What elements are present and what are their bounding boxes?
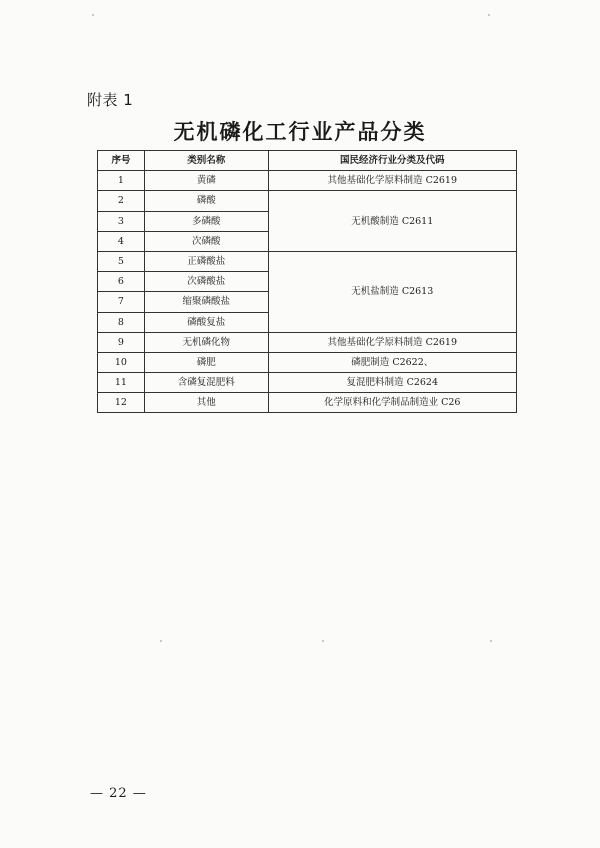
industry-code: 化学原料和化学制品制造业 C26 bbox=[268, 393, 516, 413]
table-row bbox=[98, 171, 517, 191]
industry-code: 其他基础化学原料制造 C2619 bbox=[268, 332, 516, 352]
industry-code: 复混肥料制造 C2624 bbox=[268, 373, 516, 393]
category-name: 无机磷化物 bbox=[144, 332, 268, 352]
table-row bbox=[98, 393, 517, 413]
scan-speck bbox=[92, 14, 94, 16]
industry-code: 无机盐制造 C2613 bbox=[268, 251, 516, 332]
table-row bbox=[98, 191, 517, 211]
row-number: 3 bbox=[98, 211, 145, 231]
annex-label: 附表 1 bbox=[87, 91, 134, 109]
category-name: 其他 bbox=[144, 393, 268, 413]
row-number: 12 bbox=[98, 393, 145, 413]
category-name: 磷酸复盐 bbox=[144, 312, 268, 332]
industry-code: 无机酸制造 C2611 bbox=[268, 191, 516, 252]
row-number: 1 bbox=[98, 171, 145, 191]
scan-speck bbox=[490, 640, 492, 642]
page-number: — 22 — bbox=[90, 786, 147, 801]
category-name: 缩聚磷酸盐 bbox=[144, 292, 268, 312]
column-header-industry-code: 国民经济行业分类及代码 bbox=[268, 151, 516, 171]
scan-speck bbox=[322, 640, 324, 642]
row-number: 11 bbox=[98, 373, 145, 393]
category-name: 多磷酸 bbox=[144, 211, 268, 231]
row-number: 9 bbox=[98, 332, 145, 352]
product-classification-table bbox=[97, 150, 517, 413]
category-name: 黄磷 bbox=[144, 171, 268, 191]
row-number: 2 bbox=[98, 191, 145, 211]
category-name: 正磷酸盐 bbox=[144, 251, 268, 271]
category-name: 次磷酸盐 bbox=[144, 272, 268, 292]
row-number: 8 bbox=[98, 312, 145, 332]
column-header-category: 类别名称 bbox=[144, 151, 268, 171]
category-name: 磷肥 bbox=[144, 352, 268, 372]
row-number: 10 bbox=[98, 352, 145, 372]
table-row bbox=[98, 332, 517, 352]
category-name: 含磷复混肥料 bbox=[144, 373, 268, 393]
category-name: 次磷酸 bbox=[144, 231, 268, 251]
table-row bbox=[98, 352, 517, 372]
row-number: 6 bbox=[98, 272, 145, 292]
scan-speck bbox=[488, 14, 490, 16]
column-header-number: 序号 bbox=[98, 151, 145, 171]
page-title: 无机磷化工行业产品分类 bbox=[173, 119, 427, 144]
industry-code: 其他基础化学原料制造 C2619 bbox=[268, 171, 516, 191]
industry-code: 磷肥制造 C2622、 bbox=[268, 352, 516, 372]
category-name: 磷酸 bbox=[144, 191, 268, 211]
scan-speck bbox=[160, 640, 162, 642]
row-number: 5 bbox=[98, 251, 145, 271]
row-number: 7 bbox=[98, 292, 145, 312]
table-header-row bbox=[98, 151, 517, 171]
row-number: 4 bbox=[98, 231, 145, 251]
table-row bbox=[98, 373, 517, 393]
table-row bbox=[98, 251, 517, 271]
